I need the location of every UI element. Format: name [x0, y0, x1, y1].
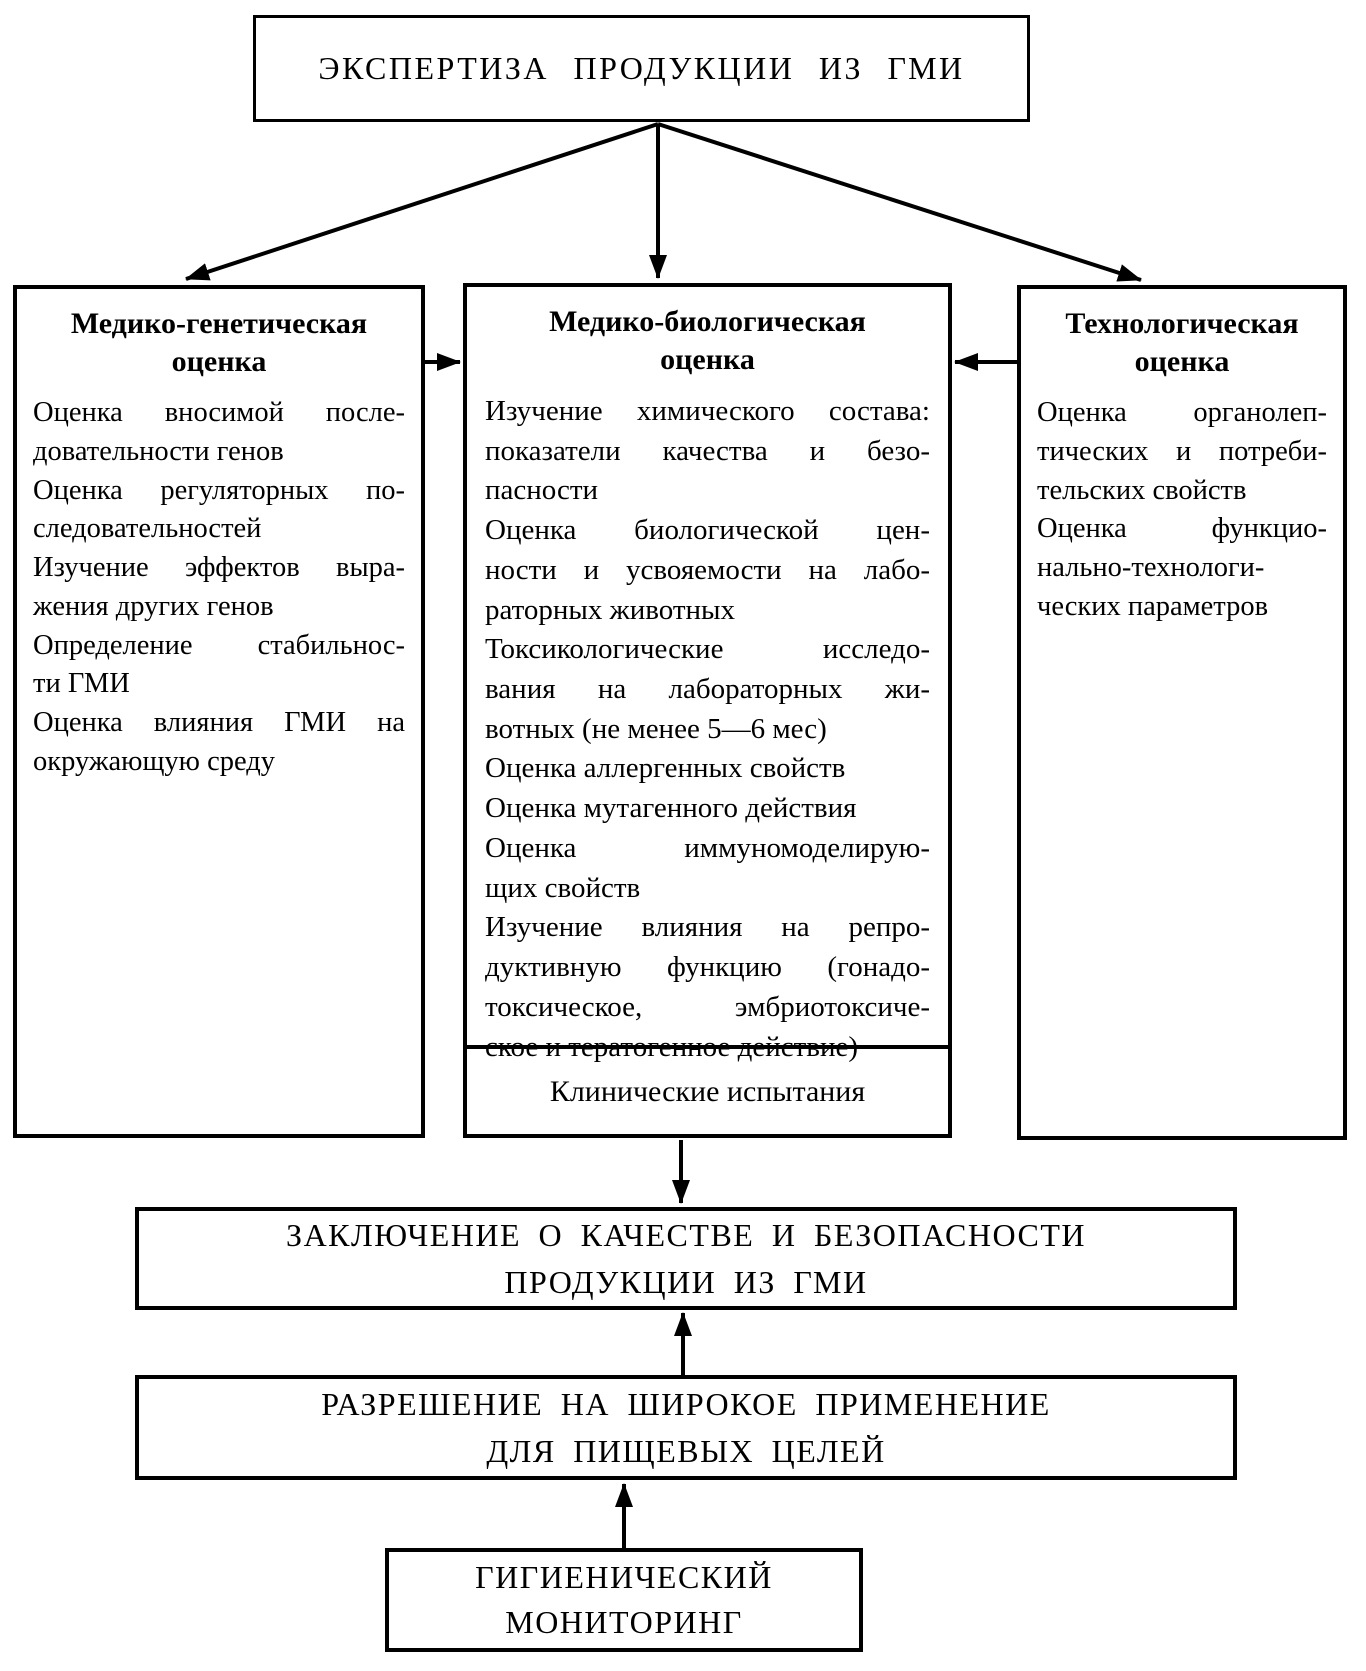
text-line: Оценка вносимой после-	[33, 397, 405, 428]
text-line: токсическое, эмбриотоксиче-	[485, 990, 930, 1023]
text-line: ности и усвояемости на лабо-	[485, 553, 930, 586]
text-line: Изучение эффектов выра-	[33, 552, 405, 583]
text-line: Оценка мутагенного действия	[485, 792, 857, 825]
text-line: ДЛЯ ПИЩЕВЫХ ЦЕЛЕЙ	[486, 1432, 886, 1469]
text-line: довательности генов	[33, 435, 284, 467]
list-item	[33, 704, 405, 782]
medico-biological-body	[467, 287, 948, 1063]
list-item	[485, 829, 930, 908]
text-line: раторных животных	[485, 593, 736, 626]
text-line: Клинические испытания	[549, 1074, 866, 1108]
permission-box	[135, 1375, 1237, 1480]
text-line: оценка	[1134, 344, 1230, 378]
text-line: оценка	[171, 344, 267, 378]
list-item	[33, 472, 405, 550]
text-line: Оценка аллергенных свойств	[485, 752, 846, 785]
text-line: Токсикологические исследо-	[485, 633, 930, 666]
list-item	[485, 392, 930, 511]
text-line: нально-технологи-	[1037, 552, 1265, 583]
text-line: жения других генов	[33, 590, 274, 622]
expertise-title-box	[253, 15, 1030, 122]
list-item	[485, 749, 930, 789]
text-line: ти ГМИ	[33, 668, 130, 700]
arrow-top-to-right-box	[658, 124, 1141, 280]
list-item	[33, 394, 405, 472]
text-line: ЗАКЛЮЧЕНИЕ О КАЧЕСТВЕ И БЕЗОПАСНОСТИ	[286, 1217, 1086, 1254]
text-line: тических и потреби-	[1037, 435, 1327, 467]
technological-header	[1037, 305, 1327, 380]
medico-genetic-box	[13, 285, 425, 1138]
text-line: вотных (не менее 5—6 мес)	[485, 712, 827, 745]
text-line: Технологическая	[1065, 307, 1299, 340]
text-line: окружающую среду	[33, 745, 276, 777]
conclusion-box	[135, 1207, 1237, 1310]
text-line: РАЗРЕШЕНИЕ НА ШИРОКОЕ ПРИМЕНЕНИЕ	[321, 1386, 1051, 1423]
text-line: Медико-генетическая	[70, 307, 368, 340]
clinical-trials-box	[467, 1045, 948, 1134]
technological-items	[1037, 394, 1327, 627]
text-line: ческих параметров	[1037, 590, 1269, 622]
medico-biological-header	[485, 303, 930, 378]
list-item	[485, 511, 930, 630]
text-line: Оценка функцио-	[1037, 513, 1327, 545]
list-item	[1037, 394, 1327, 510]
text-line: дуктивную функцию (гонадо-	[485, 951, 930, 984]
list-item	[1037, 510, 1327, 626]
medico-genetic-items	[33, 394, 405, 782]
medico-biological-items	[485, 392, 930, 1067]
text-line: Медико-биологическая	[549, 305, 866, 338]
medico-biological-box	[463, 283, 952, 1138]
text-line: следовательностей	[33, 513, 262, 545]
technological-box	[1017, 285, 1347, 1140]
text-line: ПРОДУКЦИИ ИЗ ГМИ	[504, 1263, 868, 1300]
text-line: Оценка биологической цен-	[485, 514, 930, 547]
monitoring-box	[385, 1548, 863, 1652]
text-line: щих свойств	[485, 871, 641, 904]
medico-genetic-header	[33, 305, 405, 380]
text-line: Изучение влияния на репро-	[485, 911, 930, 944]
text-line: показатели качества и безо-	[485, 434, 930, 467]
text-line: Оценка влияния ГМИ на	[33, 707, 405, 738]
text-line: оценка	[660, 342, 755, 376]
text-line: ское и тератогенное действие)	[485, 1030, 859, 1063]
text-line: МОНИТОРИНГ	[505, 1604, 743, 1640]
list-item	[485, 630, 930, 749]
text-line: ГИГИЕНИЧЕСКИЙ	[475, 1559, 773, 1596]
text-line: пасности	[485, 474, 599, 507]
text-line: тельских свойств	[1037, 474, 1247, 506]
text-line: Оценка иммуномоделирую-	[485, 831, 930, 864]
list-item	[33, 549, 405, 627]
list-item	[485, 789, 930, 829]
list-item	[485, 908, 930, 1067]
arrow-top-to-left-box	[186, 124, 658, 279]
text-line: Оценка органолеп-	[1037, 397, 1327, 428]
text-line: вания на лабораторных жи-	[485, 673, 930, 706]
list-item	[33, 627, 405, 705]
text-line: Оценка регуляторных по-	[33, 474, 405, 506]
text-line: Определение стабильнос-	[33, 629, 405, 661]
text-line: ЭКСПЕРТИЗА ПРОДУКЦИИ ИЗ ГМИ	[318, 50, 965, 86]
text-line: Изучение химического состава:	[485, 395, 930, 427]
